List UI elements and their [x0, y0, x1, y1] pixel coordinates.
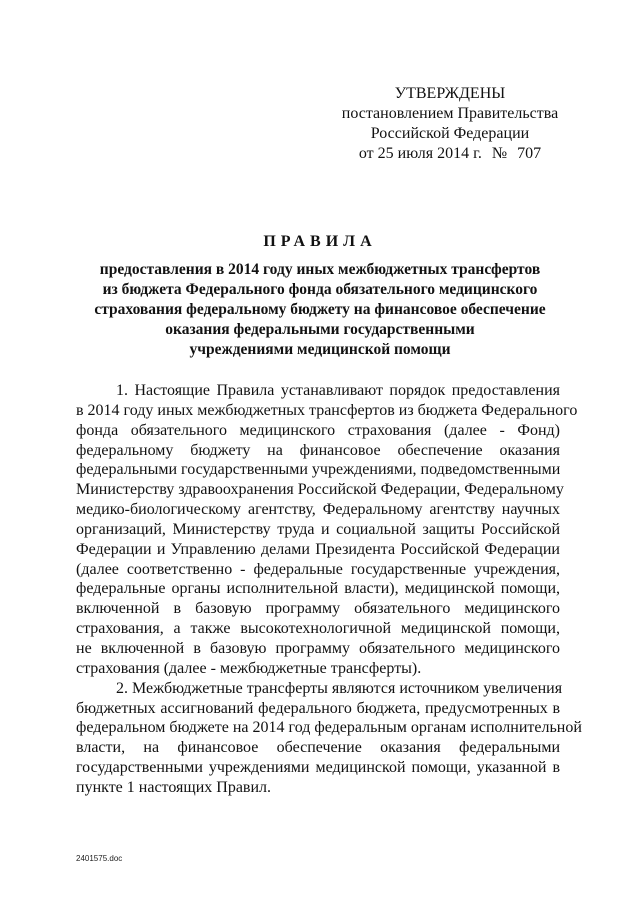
paragraph-line: пункте 1 настоящих Правил.: [76, 778, 272, 796]
approval-stamp: [330, 84, 570, 164]
approval-number: 707: [517, 145, 542, 162]
paragraph-line: федеральному бюджету на финансовое обеспечение оказания: [76, 441, 560, 459]
paragraph-line: страхования (далее - межбюджетные трансферты).: [76, 659, 422, 677]
approval-date: от 25 июля 2014 г.: [358, 145, 482, 162]
paragraph-2: [76, 679, 582, 798]
paragraph-line: власти, на финансовое обеспечение оказания федеральными: [76, 739, 560, 757]
approval-heading: УТВЕРЖДЕНЫ: [394, 85, 506, 102]
subtitle-line: страхования федеральному бюджету на финансовое обеспечение: [94, 301, 546, 318]
paragraph-line: федеральные органы исполнительной власти), медицинской помощи,: [76, 580, 560, 598]
subtitle-line: предоставления в 2014 году иных межбюджетных трансфертов: [99, 261, 541, 278]
paragraph-line: (далее соответственно - федеральные государственные учреждения,: [76, 560, 560, 578]
paragraph-line: Федерации и Управлению делами Президента Российской Федерации: [76, 540, 560, 558]
paragraph-line: федеральном бюджете на 2014 год федеральным органам исполнительной: [76, 719, 582, 737]
paragraph-line: бюджетных ассигнований федерального бюджета, предусмотренных в: [76, 699, 560, 717]
paragraph-line: фонда обязательного медицинского страхования (далее - Фонд): [76, 421, 560, 439]
subtitle-line: из бюджета Федерального фонда обязательного медицинского: [102, 281, 538, 298]
paragraph-line: в 2014 году иных межбюджетных трансфертов из бюджета Федерального: [76, 401, 578, 419]
paragraph-line: страхования, а также высокотехнологичной медицинской помощи,: [76, 620, 560, 638]
approval-number-sign: №: [491, 145, 508, 162]
paragraph-line: не включенной в базовую программу обязательного медицинского: [76, 639, 560, 657]
footer-filename: 2401575.doc: [76, 854, 123, 863]
document-subtitle: [60, 260, 580, 360]
paragraph-line: государственными учреждениями медицинской помощи, указанной в: [76, 759, 560, 777]
paragraph-line: 1. Настоящие Правила устанавливают порядок предоставления: [116, 382, 560, 399]
approval-date-line: [330, 144, 570, 164]
paragraph-1: [76, 381, 578, 679]
paragraph-line: федеральными государственными учреждениями, подведомственными: [76, 461, 561, 479]
document-body: [76, 381, 582, 798]
document-title: ПРАВИЛА: [263, 233, 377, 250]
paragraph-line: 2. Межбюджетные трансферты являются источником увеличения: [116, 679, 563, 697]
paragraph-line: Министерству здравоохранения Российской Федерации, Федеральному: [76, 481, 564, 499]
subtitle-line: учреждениями медицинской помощи: [189, 341, 451, 358]
subtitle-line: оказания федеральными государственными: [165, 321, 475, 338]
approval-resolution: постановлением Правительства: [341, 105, 559, 122]
paragraph-line: медико-биологическому агентству, Федеральному агентству научных: [76, 501, 560, 519]
paragraph-line: включенной в базовую программу обязательного медицинского: [76, 600, 560, 618]
approval-government: Российской Федерации: [370, 125, 530, 142]
paragraph-line: организаций, Министерству труда и социальной защиты Российской: [76, 520, 560, 538]
